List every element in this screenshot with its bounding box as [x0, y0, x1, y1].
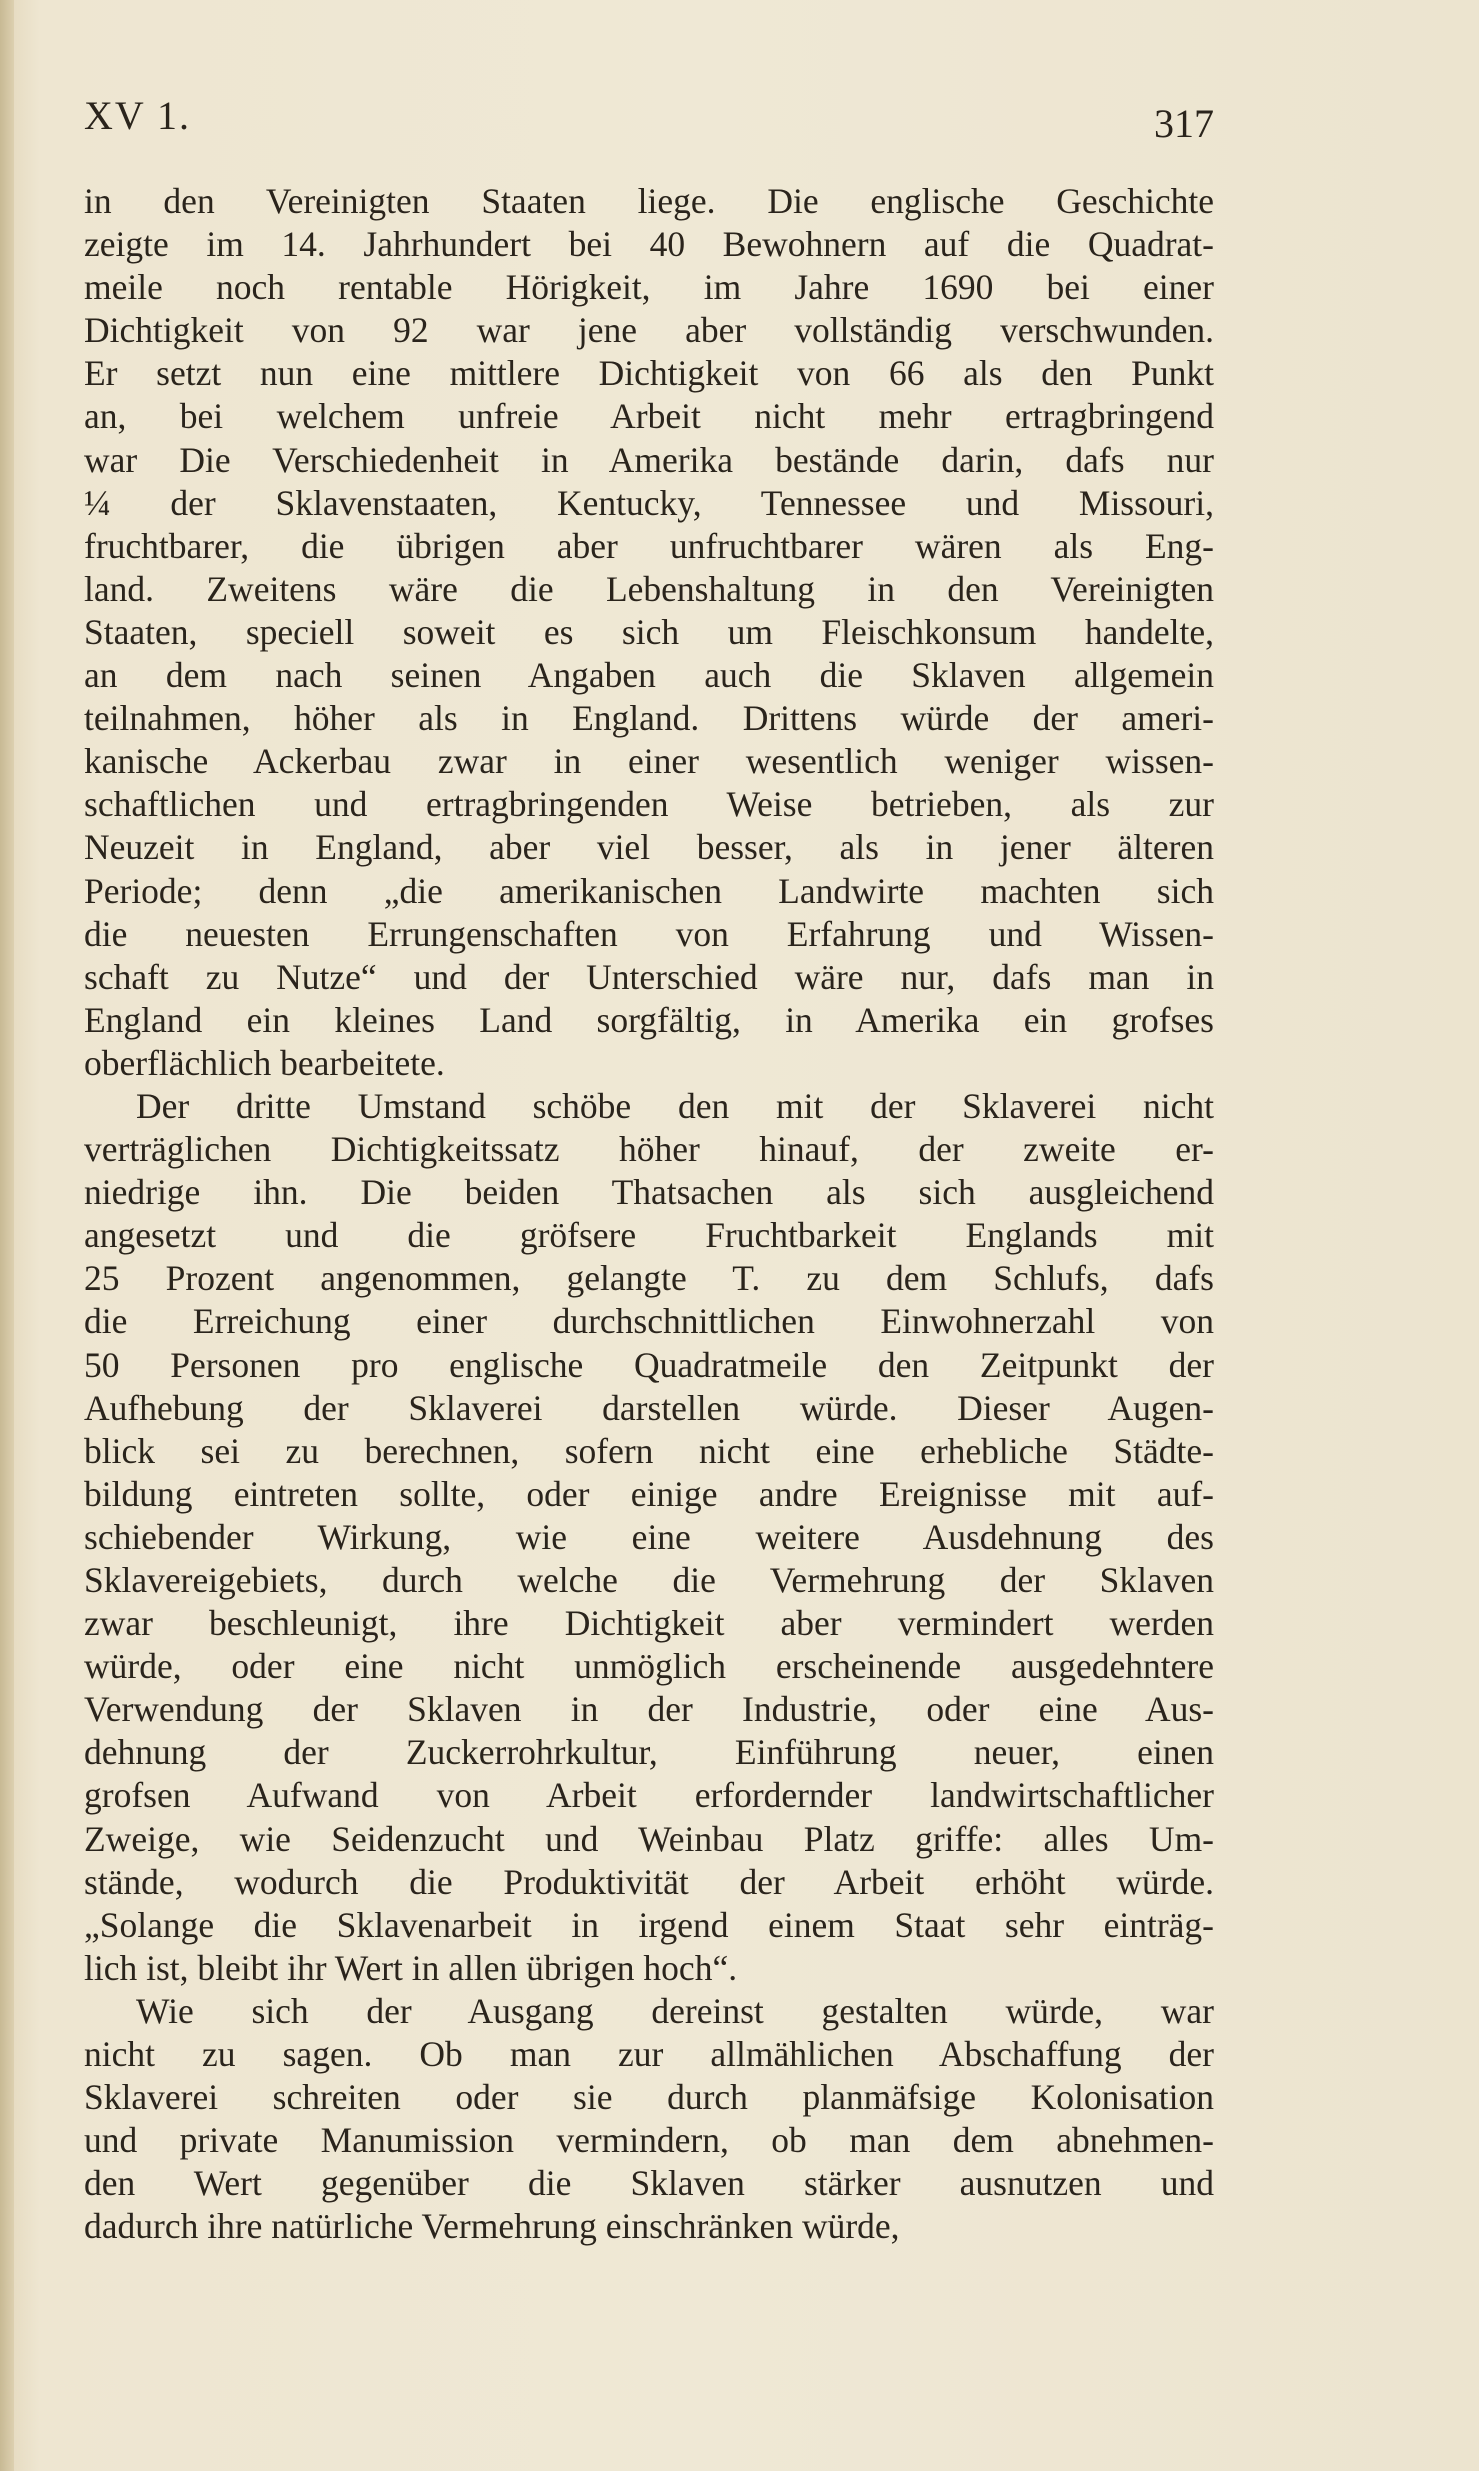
text-line: zeigte im 14. Jahrhundert bei 40 Bewohnern auf die Quadrat-: [84, 224, 1214, 265]
text-line: an dem nach seinen Angaben auch die Sklaven allgemein: [84, 655, 1214, 696]
text-line: die neuesten Errungenschaften von Erfahrung und Wissen-: [84, 913, 1214, 954]
text-line: schaftlichen und ertragbringenden Weise betrieben, als zur: [84, 784, 1214, 825]
text-line: schaft zu Nutze“ und der Unterschied wäre nur, dafs man in: [84, 956, 1214, 997]
text-line: dadurch ihre natürliche Vermehrung einschränken würde,: [84, 2206, 900, 2247]
text-line: war Die Verschiedenheit in Amerika bestände darin, dafs nur: [84, 439, 1214, 480]
text-line: Wie sich der Ausgang dereinst gestalten würde, war: [136, 1990, 1214, 2031]
text-line: Neuzeit in England, aber viel besser, als in jener älteren: [84, 827, 1214, 868]
text-line: grofsen Aufwand von Arbeit erfordernder landwirtschaftlicher: [84, 1775, 1214, 1816]
text-line: die Erreichung einer durchschnittlichen Einwohnerzahl von: [84, 1301, 1214, 1342]
text-line: stände, wodurch die Produktivität der Arbeit erhöht würde.: [84, 1861, 1214, 1902]
text-line: Er setzt nun eine mittlere Dichtigkeit von 66 als den Punkt: [84, 353, 1214, 394]
text-line: an, bei welchem unfreie Arbeit nicht mehr ertragbringend: [84, 396, 1214, 437]
text-line: „Solange die Sklavenarbeit in irgend einem Staat sehr einträg-: [84, 1904, 1214, 1945]
paragraph: [84, 1990, 1214, 2249]
text-line: 50 Personen pro englische Quadratmeile den Zeitpunkt der: [84, 1344, 1214, 1385]
text-line: teilnahmen, höher als in England. Drittens würde der ameri-: [84, 698, 1214, 739]
text-line: in den Vereinigten Staaten liege. Die englische Geschichte: [84, 181, 1214, 221]
page-number: 317: [1154, 101, 1214, 146]
text-line: England ein kleines Land sorgfältig, in Amerika ein grofses: [84, 999, 1214, 1040]
paragraph: [84, 1085, 1214, 1990]
text-line: meile noch rentable Hörigkeit, im Jahre 1690 bei einer: [84, 267, 1214, 308]
text-line: bildung eintreten sollte, oder einige andre Ereignisse mit auf-: [84, 1473, 1214, 1514]
text-line: würde, oder eine nicht unmöglich erscheinende ausgedehntere: [84, 1646, 1214, 1687]
text-line: angesetzt und die gröfsere Fruchtbarkeit Englands mit: [84, 1215, 1214, 1256]
text-line: land. Zweitens wäre die Lebenshaltung in den Vereinigten: [84, 568, 1214, 609]
text-line: den Wert gegenüber die Sklaven stärker ausnutzen und: [84, 2163, 1214, 2204]
text-line: schiebender Wirkung, wie eine weitere Ausdehnung des: [84, 1516, 1214, 1557]
text-line: und private Manumission vermindern, ob man dem abnehmen-: [84, 2120, 1214, 2161]
text-line: Der dritte Umstand schöbe den mit der Sklaverei nicht: [136, 1085, 1214, 1126]
text-line: Aufhebung der Sklaverei darstellen würde. Dieser Augen-: [84, 1387, 1214, 1428]
text-line: 25 Prozent angenommen, gelangte T. zu dem Schlufs, dafs: [84, 1258, 1214, 1299]
text-line: Sklavereigebiets, durch welche die Vermehrung der Sklaven: [84, 1560, 1214, 1600]
text-line: Sklaverei schreiten oder sie durch planmäfsige Kolonisation: [84, 2077, 1214, 2118]
text-line: verträglichen Dichtigkeitssatz höher hinauf, der zweite er-: [84, 1129, 1214, 1170]
paragraph: [84, 180, 1214, 1085]
text-line: Periode; denn „die amerikanischen Landwirte machten sich: [84, 870, 1214, 911]
signature-mark: XV 1.: [84, 93, 192, 138]
text-line: fruchtbarer, die übrigen aber unfruchtbarer wären als Eng-: [84, 525, 1214, 566]
text-line: lich ist, bleibt ihr Wert in allen übrigen hoch“.: [84, 1947, 738, 1988]
text-line: dehnung der Zuckerrohrkultur, Einführung neuer, einen: [84, 1732, 1214, 1773]
text-line: nicht zu sagen. Ob man zur allmählichen Abschaffung der: [84, 2034, 1214, 2075]
text-line: niedrige ihn. Die beiden Thatsachen als sich ausgleichend: [84, 1172, 1214, 1213]
text-line: kanische Ackerbau zwar in einer wesentlich weniger wissen-: [84, 741, 1214, 782]
text-line: zwar beschleunigt, ihre Dichtigkeit aber vermindert werden: [84, 1603, 1214, 1644]
body-text: [84, 180, 1214, 2249]
text-line: Zweige, wie Seidenzucht und Weinbau Platz griffe: alles Um-: [84, 1818, 1214, 1859]
text-line: Verwendung der Sklaven in der Industrie, oder eine Aus-: [84, 1689, 1214, 1730]
text-line: Dichtigkeit von 92 war jene aber vollständig verschwunden.: [84, 310, 1214, 351]
page-header: [84, 92, 1214, 152]
text-line: blick sei zu berechnen, sofern nicht eine erhebliche Städte-: [84, 1430, 1214, 1471]
page-spine-edge: [0, 0, 14, 2471]
text-line: Staaten, speciell soweit es sich um Fleischkonsum handelte,: [84, 611, 1214, 652]
text-line: ¼ der Sklavenstaaten, Kentucky, Tennessee und Missouri,: [84, 482, 1214, 523]
text-line: oberflächlich bearbeitete.: [84, 1042, 445, 1083]
